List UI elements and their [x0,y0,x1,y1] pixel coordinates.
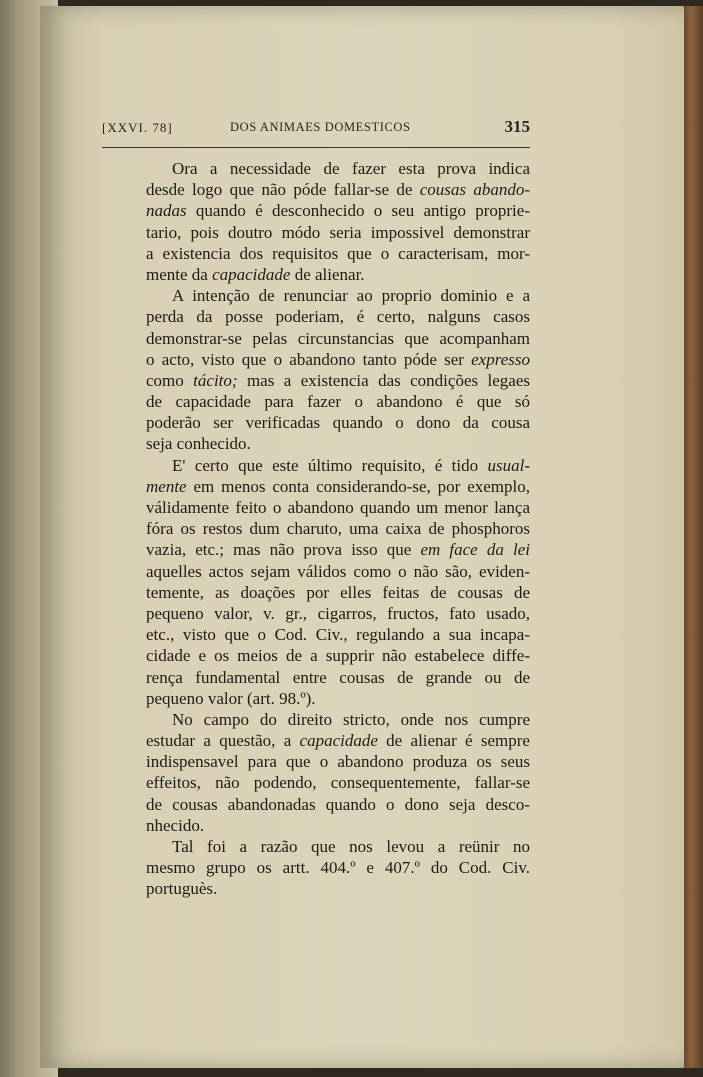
text-run: a existencia dos requisitos que o caracterisam, mor- [146,243,530,263]
italic-text: mente [146,476,187,496]
text-run: portuguès. [146,879,218,899]
text-run: seja conhecido. [146,434,251,454]
text-run: mas a existencia das condições legaes [237,370,530,390]
text-line [146,158,530,179]
text-line [146,624,530,645]
text-line [146,285,530,306]
text-line [146,857,530,878]
text-run: Tal foi a razão que nos levou a reünir no [172,837,530,856]
text-run: perda da posse poderiam, é certo, nalguns casos [146,307,530,327]
text-line [146,688,530,709]
text-run: E' certo que este último requisito, é tido [172,455,488,475]
text-line [146,539,530,560]
text-line [146,370,530,391]
italic-text: cousas abando- [419,180,530,200]
text-line [146,412,530,433]
body-text [146,158,530,900]
italic-text: expresso [471,349,530,369]
text-line [146,518,530,539]
text-line [146,582,530,603]
text-run: de alienar. [290,264,365,284]
italic-text: tácito; [193,370,238,390]
italic-text: usual- [487,455,530,475]
text-run: poderão ser verificadas quando o dono da cousa [146,413,530,433]
text-line [146,264,530,285]
text-run: quando é desconhecido o seu antigo proprie- [186,201,530,221]
text-line [146,391,530,412]
text-line [146,751,530,772]
text-run: vazia, etc.; mas não prova isso que [146,540,421,560]
italic-text: capacidade [212,264,291,284]
text-line [146,328,530,349]
book-cover-edge [684,6,703,1068]
text-line [146,603,530,624]
italic-text: nadas [146,201,187,221]
text-line [146,349,530,370]
text-run: mente da [146,264,213,284]
text-line [146,222,530,243]
text-line [146,878,530,899]
text-run: A intenção de renunciar ao proprio dominio e a [172,286,530,306]
text-run: Ora a necessidade de fazer esta prova indica [172,159,530,178]
text-run: de alienar é sempre [377,731,530,751]
text-run: estudar a questão, a [146,731,300,751]
text-run: de capacidade para fazer o abandono é que só [146,392,530,412]
text-run: effeitos, não podendo, consequentemente, fallar-se [146,773,530,793]
text-line [146,667,530,688]
text-run: cidade e os meios de a supprir não estabelece diffe- [146,646,530,666]
text-line [146,243,530,264]
text-run: nhecido. [146,815,205,835]
text-run: aquelles actos sejam válidos como o não são, eviden- [146,561,530,581]
section-reference: [XXVI. 78] [102,120,173,135]
text-line [146,433,530,454]
text-run: indispensavel para que o abandono produza os seus [146,752,530,772]
text-run: em menos conta considerando-se, por exemplo, [186,476,530,496]
text-run: mesmo grupo os artt. 404.º e 407.º do Cod. Civ. [146,858,530,878]
running-title: DOS ANIMAES DOMESTICOS [230,120,411,134]
text-run: demonstrar-se pelas circunstancias que acompanham [146,328,530,348]
text-line [146,836,530,857]
text-run: No campo do direito stricto, onde nos cumpre [172,709,530,729]
text-line [146,709,530,730]
text-line [146,645,530,666]
text-run: como [146,370,194,390]
text-run: pequeno valor, v. gr., cigarros, fructos, fato usado, [146,603,530,623]
text-line [146,730,530,751]
header-rule [102,147,530,148]
text-run: o acto, visto que o abandono tanto póde ser [146,349,472,369]
page-number: 315 [504,117,530,136]
text-run: de cousas abandonadas quando o dono seja desco- [146,794,530,814]
text-line [146,179,530,200]
text-line [146,497,530,518]
italic-text: capacidade [299,731,378,751]
text-line [146,306,530,327]
italic-text: em face da lei [420,540,530,560]
text-line [146,455,530,476]
text-line [146,772,530,793]
running-header [102,117,530,139]
text-line [146,794,530,815]
text-run: etc., visto que o Cod. Civ., regulando a sua incapa- [146,625,530,645]
text-run: fóra os restos dum charuto, uma caixa de phosphoros [146,519,530,539]
text-line [146,815,530,836]
text-run: pequeno valor (art. 98.º). [146,688,316,708]
text-line [146,200,530,221]
text-run: temente, as doações por elles feitas de cousas de [146,582,530,602]
text-run: rença fundamental entre cousas de grande ou de [146,667,530,687]
text-run: tario, pois doutro módo seria impossivel demonstrar [146,222,530,242]
text-run: desde logo que não póde fallar-se de [146,180,420,200]
text-run: válidamente feito o abandono quando um menor lança [146,498,530,517]
text-line [146,476,530,497]
text-line [146,561,530,582]
